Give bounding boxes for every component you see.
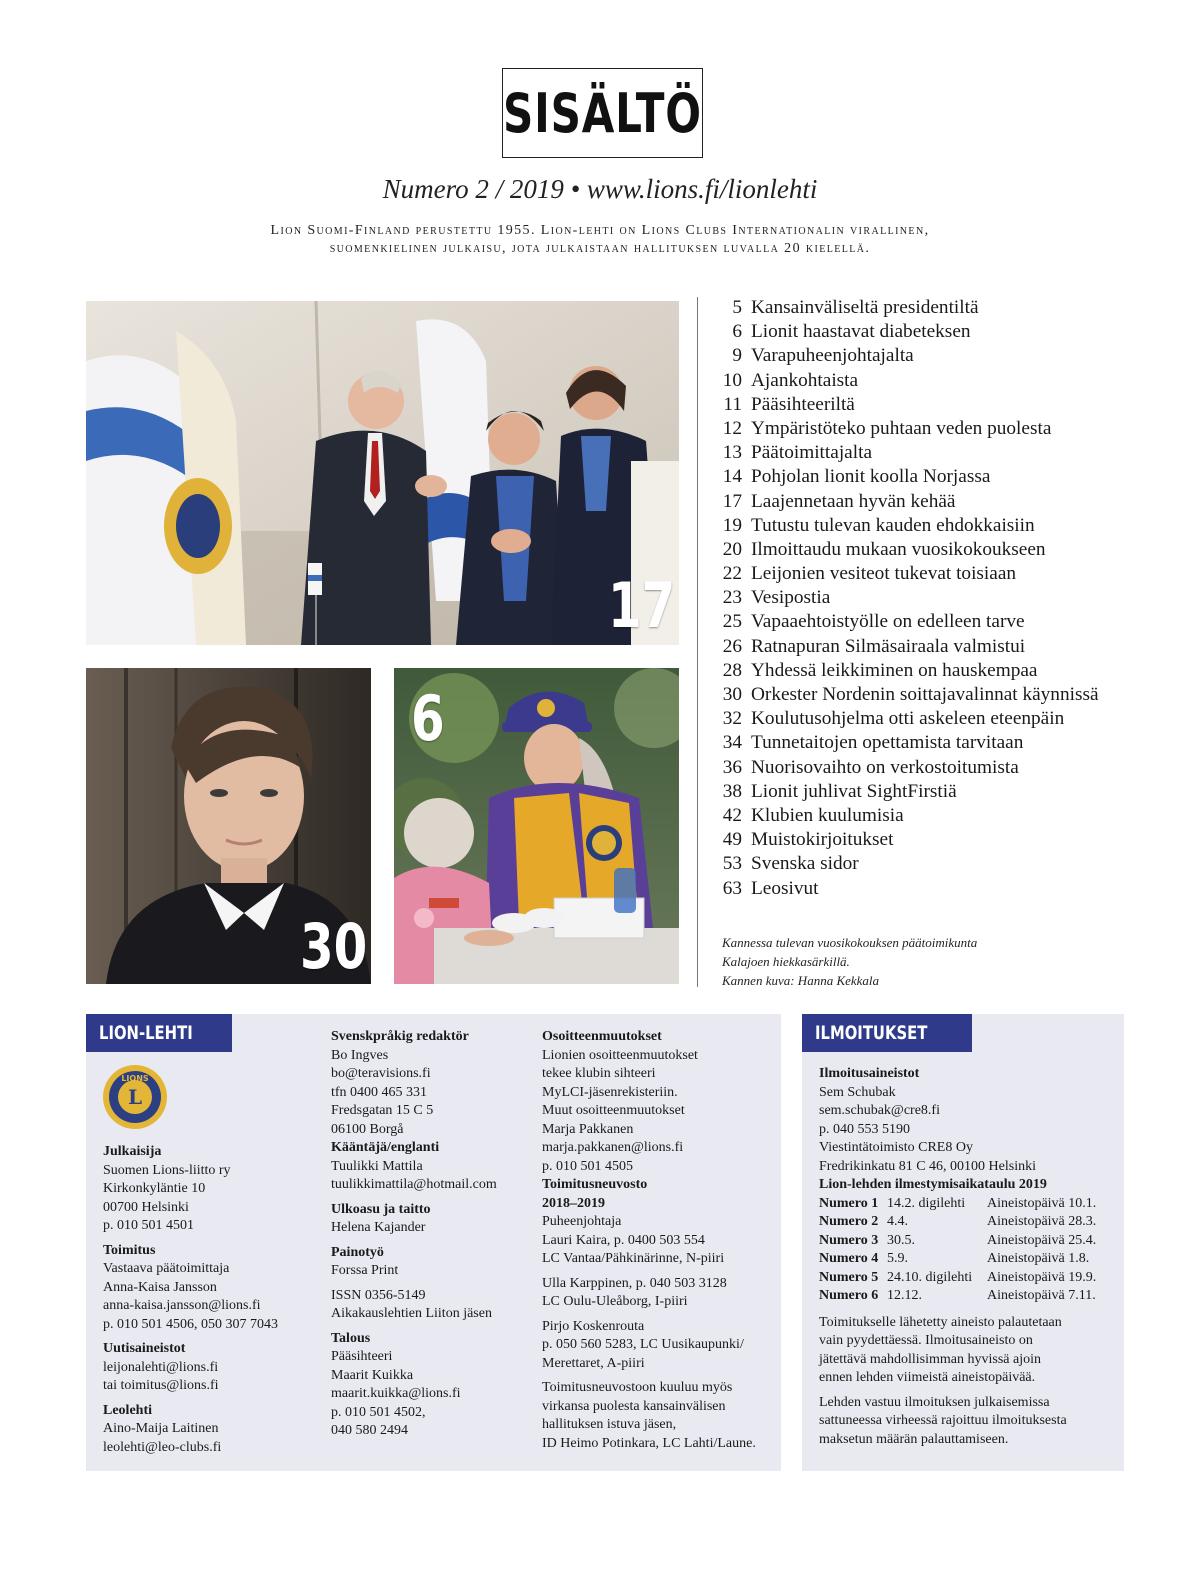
toc-title: Nuorisovaihto on verkostoitumista <box>751 756 1019 778</box>
toc-divider <box>697 297 698 987</box>
toc-title: Lionit juhlivat SightFirstiä <box>751 780 957 802</box>
translator-heading: Kääntäjä/englanti <box>331 1140 440 1155</box>
finance-line: 040 580 2494 <box>331 1423 408 1438</box>
toc-item <box>700 538 1180 562</box>
leo-line: leolehti@leo-clubs.fi <box>103 1439 222 1455</box>
toc-page-number: 36 <box>722 756 742 778</box>
ad-contact-line: Sem Schubak <box>819 1084 896 1100</box>
toc-item <box>700 562 1180 586</box>
finance-line: Maarit Kuikka <box>331 1367 414 1383</box>
editorial-line: Anna-Kaisa Jansson <box>103 1279 217 1295</box>
toc-item <box>700 731 1180 755</box>
address-change-line: marja.pakkanen@lions.fi <box>542 1140 684 1155</box>
toc-page-number: 32 <box>722 708 742 730</box>
intro-text <box>150 222 1050 258</box>
schedule-issue: Numero 2 <box>819 1214 879 1229</box>
toc-item <box>700 490 1180 514</box>
page-title-box <box>502 68 703 158</box>
editorial-line: Vastaava päätoimittaja <box>103 1261 230 1276</box>
schedule-row <box>819 1269 1096 1288</box>
schedule-date: 14.2. digilehti <box>887 1195 966 1211</box>
toc-item <box>700 417 1180 441</box>
toc-page-number: 20 <box>722 538 742 560</box>
lion-lehti-label: LION-LEHTI <box>86 1014 232 1052</box>
toc-title: Vapaaehtoistyölle on edelleen tarve <box>751 611 1025 633</box>
toc-title: Pohjolan lionit koolla Norjassa <box>751 466 991 488</box>
photo-diabetes-test <box>394 668 679 984</box>
ad-note-line: jätettävä mahdollisimman hyvissä ajoin <box>819 1351 1042 1367</box>
toc-page-number: 19 <box>722 514 742 536</box>
toc-title: Ajankohtaista <box>751 369 859 391</box>
schedule-deadline: Aineistopäivä 10.1. <box>987 1195 1097 1211</box>
printing-line: Forssa Print <box>331 1263 399 1278</box>
toc-page-number: 63 <box>722 877 742 899</box>
toc-item <box>700 780 1180 804</box>
toc-page-number: 12 <box>722 417 742 439</box>
toc-title: Päätoimittajalta <box>751 442 873 464</box>
toc-item <box>700 514 1180 538</box>
toc-item <box>700 877 1180 901</box>
publisher-line: Suomen Lions-liitto ry <box>103 1162 231 1178</box>
schedule-issue: Numero 5 <box>819 1269 879 1285</box>
toc-title: Kansainväliseltä presidentiltä <box>751 297 979 318</box>
publisher-line: p. 010 501 4501 <box>103 1218 194 1233</box>
editorial-line: anna-kaisa.jansson@lions.fi <box>103 1298 261 1313</box>
toc-page-number: 26 <box>722 635 742 657</box>
schedule-heading: Lion-lehden ilmestymisaikataulu 2019 <box>819 1177 1047 1192</box>
toc-item <box>700 804 1180 828</box>
ad-material-heading: Ilmoitusaineistot <box>819 1066 920 1081</box>
liability-note-line: maksetun määrän palauttamiseen. <box>819 1431 1009 1447</box>
toc-page-number: 10 <box>722 369 742 391</box>
news-line: tai toimitus@lions.fi <box>103 1378 219 1393</box>
toc-item <box>700 683 1180 707</box>
printing-heading: Painotyö <box>331 1244 384 1260</box>
toc-page-number: 23 <box>722 587 742 609</box>
swedish-editor-heading: Svenskpråkig redaktör <box>331 1029 469 1044</box>
address-change-heading: Osoitteenmuutokset <box>542 1029 662 1044</box>
issn-line: ISSN 0356-5149 <box>331 1287 426 1303</box>
toc-item <box>700 320 1180 344</box>
photo-meeting <box>86 301 679 645</box>
toc-title: Ilmoittaudu mukaan vuosikokoukseen <box>751 538 1046 560</box>
ad-contact-line: p. 040 553 5190 <box>819 1121 910 1137</box>
address-change-line: p. 010 501 4505 <box>542 1158 633 1174</box>
schedule-issue: Numero 6 <box>819 1288 879 1303</box>
photo-portrait-page-number: 30 <box>300 910 368 983</box>
layout-heading: Ulkoasu ja taitto <box>331 1201 431 1217</box>
toc-item <box>700 659 1180 683</box>
toc-item <box>700 369 1180 393</box>
board-line: Lauri Kaira, p. 0400 503 554 <box>542 1232 705 1248</box>
board-line: Ulla Karppinen, p. 040 503 3128 <box>542 1275 727 1291</box>
toc-page-number: 5 <box>732 297 742 318</box>
intro-line-2: suomenkielinen julkaisu, jota julkaistaan hallituksen luvalla 20 kielellä. <box>329 241 871 256</box>
news-heading: Uutisaineistot <box>103 1341 186 1356</box>
schedule-deadline: Aineistopäivä 1.8. <box>987 1251 1090 1266</box>
toc-title: Pääsihteeriltä <box>751 393 855 415</box>
cover-note-line-2: Kalajoen hiekkasärkillä. <box>722 954 850 969</box>
ad-contact-line: Fredrikinkatu 81 C 46, 00100 Helsinki <box>819 1158 1036 1174</box>
toc-title: Tutustu tulevan kauden ehdokkaisiin <box>751 514 1035 536</box>
toc-page-number: 38 <box>722 780 742 802</box>
toc-item <box>700 586 1180 610</box>
toc-page-number: 34 <box>722 732 742 754</box>
toc-page-number: 11 <box>723 393 742 415</box>
board-line: Puheenjohtaja <box>542 1214 622 1229</box>
toc-item <box>700 610 1180 634</box>
toc-title: Vesipostia <box>751 587 831 609</box>
page-title: SISÄLTÖ <box>503 81 702 145</box>
leo-heading: Leolehti <box>103 1402 152 1418</box>
publisher-line: Kirkonkyläntie 10 <box>103 1181 206 1196</box>
toc-title: Varapuheenjohtajalta <box>751 345 914 367</box>
toc-page-number: 13 <box>722 442 742 464</box>
layout-line: Helena Kajander <box>331 1220 426 1235</box>
swedish-editor-line: Bo Ingves <box>331 1047 389 1063</box>
ad-note-line: Toimitukselle lähetetty aineisto palautetaan <box>819 1314 1062 1330</box>
lion-lehti-col-2 <box>331 1028 536 1441</box>
photo-portrait <box>86 668 371 984</box>
schedule-row <box>819 1213 1096 1232</box>
ad-note-line: ennen lehden viimeistä aineistopäivää. <box>819 1370 1036 1385</box>
toc-page-number: 25 <box>722 611 742 633</box>
ad-note-line: vain pyydettäessä. Ilmoitusaineisto on <box>819 1333 1033 1348</box>
toc-item <box>700 756 1180 780</box>
toc-page-number: 53 <box>722 853 742 875</box>
swedish-editor-line: tfn 0400 465 331 <box>331 1084 428 1100</box>
ilmoitukset-label: ILMOITUKSET <box>802 1014 972 1052</box>
toc-item <box>700 441 1180 465</box>
schedule-row <box>819 1250 1096 1269</box>
toc-title: Tunnetaitojen opettamista tarvitaan <box>751 732 1024 754</box>
publisher-line: 00700 Helsinki <box>103 1199 189 1215</box>
editorial-heading: Toimitus <box>103 1242 156 1258</box>
toc-title: Leosivut <box>751 877 819 899</box>
schedule-date: 12.12. <box>887 1288 922 1303</box>
address-change-line: Lionien osoitteenmuutokset <box>542 1047 698 1063</box>
swedish-editor-line: 06100 Borgå <box>331 1121 404 1137</box>
address-change-line: tekee klubin sihteeri <box>542 1066 656 1081</box>
toc-title: Lionit haastavat diabeteksen <box>751 321 971 343</box>
board-line: hallituksen istuva jäsen, <box>542 1417 677 1432</box>
toc-item <box>700 852 1180 876</box>
finance-line: maarit.kuikka@lions.fi <box>331 1386 461 1401</box>
toc-title: Yhdessä leikkiminen on hauskempaa <box>751 659 1038 681</box>
toc-page-number: 9 <box>732 345 742 367</box>
schedule-issue: Numero 3 <box>819 1232 879 1248</box>
toc-title: Laajennetaan hyvän kehää <box>751 490 956 512</box>
address-change-line: Marja Pakkanen <box>542 1121 634 1137</box>
lion-lehti-col-1 <box>103 1143 323 1457</box>
board-line: ID Heimo Potinkara, LC Lahti/Laune. <box>542 1435 756 1451</box>
toc-item <box>700 465 1180 489</box>
publication-schedule-table <box>819 1195 1096 1306</box>
schedule-issue: Numero 4 <box>819 1251 879 1266</box>
schedule-issue: Numero 1 <box>819 1195 879 1211</box>
lions-logo-letter: L <box>127 1085 143 1109</box>
translator-line: Tuulikki Mattila <box>331 1158 423 1174</box>
toc-title: Orkester Nordenin soittajavalinnat käynnissä <box>751 684 1099 705</box>
schedule-deadline: Aineistopäivä 28.3. <box>987 1214 1097 1229</box>
lions-logo-text: LIONS <box>121 1074 149 1083</box>
lions-logo-icon <box>102 1064 168 1130</box>
schedule-date: 24.10. digilehti <box>887 1269 973 1285</box>
toc-item <box>700 344 1180 368</box>
issue-line: Numero 2 / 2019 • www.lions.fi/lionlehti <box>382 174 818 204</box>
issn-line: Aikakauslehtien Liiton jäsen <box>331 1306 492 1321</box>
board-line: virkansa puolesta kansainvälisen <box>542 1398 726 1414</box>
finance-line: p. 010 501 4502, <box>331 1404 426 1420</box>
photo-meeting-image <box>86 301 679 645</box>
ilmoitukset-content <box>819 1065 1119 1449</box>
schedule-deadline: Aineistopäivä 19.9. <box>987 1269 1097 1285</box>
toc-title: Leijonien vesiteot tukevat toisiaan <box>751 563 1017 585</box>
toc-title: Klubien kuulumisia <box>751 804 904 826</box>
board-line: LC Vantaa/Pähkinärinne, N-piiri <box>542 1251 725 1266</box>
toc-item <box>700 707 1180 731</box>
board-line: Merettaret, A-piiri <box>542 1355 645 1371</box>
toc-title: Ratnapuran Silmäsairaala valmistui <box>751 635 1026 657</box>
toc-title: Koulutusohjelma otti askeleen eteenpäin <box>751 708 1065 730</box>
address-change-line: MyLCI-jäsenrekisteriin. <box>542 1084 678 1100</box>
table-of-contents <box>700 296 1180 901</box>
photo-meeting-page-number: 17 <box>608 569 676 642</box>
intro-line-1: Lion Suomi-Finland perustettu 1955. Lion-lehti on Lions Clubs Internationalin virallinen, <box>270 223 930 238</box>
schedule-row <box>819 1287 1096 1306</box>
schedule-row <box>819 1195 1096 1214</box>
photo-diabetes-test-page-number: 6 <box>411 682 445 755</box>
liability-note-line: Lehden vastuu ilmoituksen julkaisemissa <box>819 1394 1050 1410</box>
toc-page-number: 42 <box>722 804 742 826</box>
news-line: leijonalehti@lions.fi <box>103 1359 219 1375</box>
toc-item <box>700 635 1180 659</box>
toc-title: Svenska sidor <box>751 853 859 875</box>
toc-item <box>700 393 1180 417</box>
cover-note <box>722 933 1122 990</box>
schedule-deadline: Aineistopäivä 7.11. <box>987 1288 1096 1303</box>
board-line: Toimitusneuvostoon kuuluu myös <box>542 1380 733 1395</box>
board-line: p. 050 560 5283, LC Uusikaupunki/ <box>542 1337 744 1352</box>
board-line: Pirjo Koskenrouta <box>542 1318 645 1334</box>
cover-credit: Kannen kuva: Hanna Kekkala <box>722 973 880 988</box>
address-change-line: Muut osoitteenmuutokset <box>542 1103 685 1118</box>
swedish-editor-line: bo@teravisions.fi <box>331 1066 431 1081</box>
editorial-line: p. 010 501 4506, 050 307 7043 <box>103 1316 278 1332</box>
toc-page-number: 30 <box>722 684 742 705</box>
schedule-deadline: Aineistopäivä 25.4. <box>987 1232 1097 1248</box>
liability-note-line: sattuneessa virheessä rajoittuu ilmoituksesta <box>819 1413 1067 1428</box>
finance-heading: Talous <box>331 1330 371 1346</box>
toc-item <box>700 828 1180 852</box>
toc-title: Muistokirjoitukset <box>751 829 894 851</box>
toc-page-number: 17 <box>722 490 742 512</box>
swedish-editor-line: Fredsgatan 15 C 5 <box>331 1103 434 1118</box>
toc-item <box>700 296 1180 320</box>
lion-lehti-col-3 <box>542 1028 777 1453</box>
ad-contact-line: sem.schubak@cre8.fi <box>819 1103 940 1118</box>
publisher-heading: Julkaisija <box>103 1144 162 1159</box>
board-heading: Toimitusneuvosto <box>542 1177 648 1192</box>
toc-page-number: 6 <box>732 321 742 343</box>
schedule-date: 30.5. <box>887 1232 915 1248</box>
cover-note-line-1: Kannessa tulevan vuosikokouksen päätoimikunta <box>722 935 978 950</box>
ad-contact-line: Viestintätoimisto CRE8 Oy <box>819 1140 973 1155</box>
board-line: LC Oulu-Uleåborg, I-piiri <box>542 1294 688 1309</box>
schedule-row <box>819 1232 1096 1251</box>
schedule-date: 4.4. <box>887 1214 908 1229</box>
toc-title: Ympäristöteko puhtaan veden puolesta <box>751 417 1052 439</box>
board-period: 2018–2019 <box>542 1195 605 1211</box>
toc-page-number: 22 <box>722 563 742 585</box>
finance-line: Pääsihteeri <box>331 1349 393 1364</box>
translator-line: tuulikkimattila@hotmail.com <box>331 1177 497 1192</box>
toc-page-number: 14 <box>722 466 742 488</box>
toc-page-number: 49 <box>722 829 742 851</box>
leo-line: Aino-Maija Laitinen <box>103 1421 219 1436</box>
schedule-date: 5.9. <box>887 1251 908 1266</box>
toc-page-number: 28 <box>722 659 742 681</box>
